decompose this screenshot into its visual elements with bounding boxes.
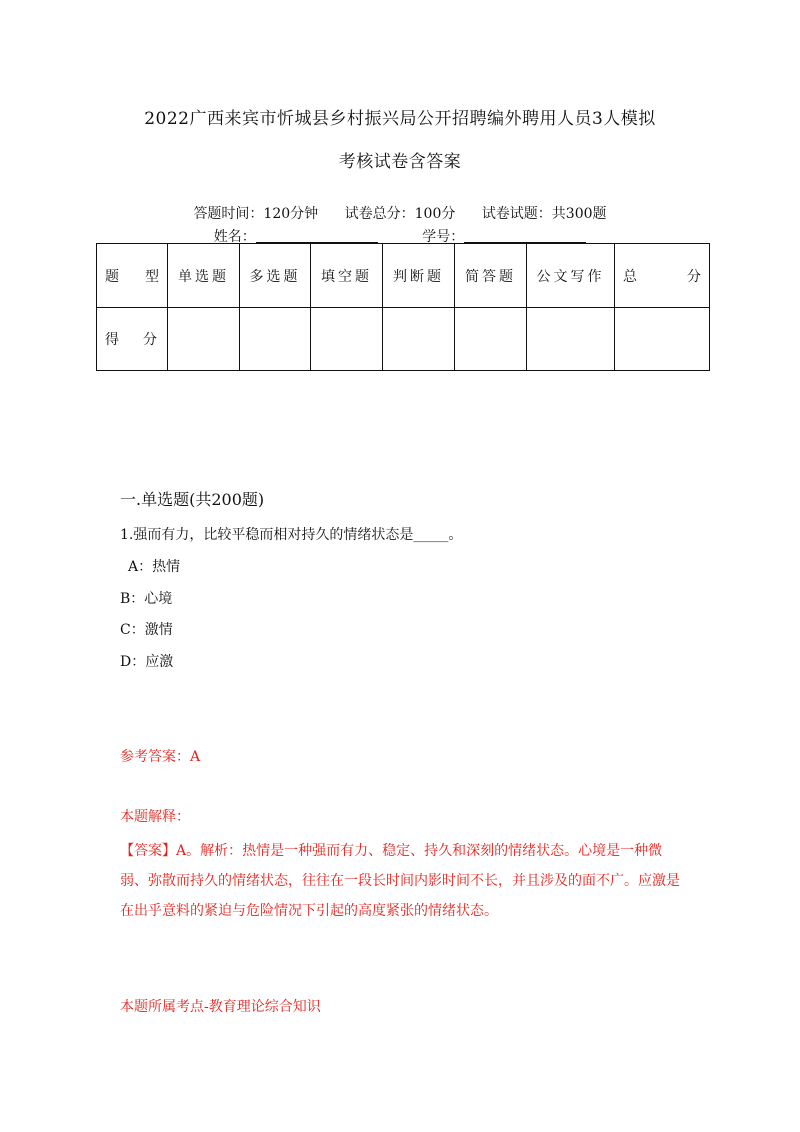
score-cell[interactable] xyxy=(311,308,383,371)
score-cell[interactable] xyxy=(383,308,455,371)
row-label-question-type: 题 型 xyxy=(97,244,168,308)
option-b: B：心境 xyxy=(120,591,173,607)
document-title-line-2: 考核试卷含答案 xyxy=(338,152,462,172)
document-title-line-1: 2022广西来宾市忻城县乡村振兴局公开招聘编外聘用人员3人模拟 xyxy=(144,109,656,129)
exam-total-score: 试卷总分：100分 xyxy=(344,206,456,222)
option-c: C：激情 xyxy=(120,622,173,638)
exam-time: 答题时间：120分钟 xyxy=(193,206,319,222)
section-heading: 一.单选题(共200题) xyxy=(120,490,265,509)
header-short-answer: 简答题 xyxy=(455,244,527,308)
score-cell[interactable] xyxy=(455,308,527,371)
row-label-score: 得 分 xyxy=(97,308,168,371)
score-cell[interactable] xyxy=(615,308,710,371)
student-id-blank[interactable] xyxy=(464,228,586,243)
header-multiple-choice: 多选题 xyxy=(240,244,311,308)
header-total: 总 分 xyxy=(615,244,710,308)
option-a: A：热情 xyxy=(128,559,181,575)
question-stem: 1.强而有力，比较平稳而相对持久的情绪状态是_____。 xyxy=(120,527,463,543)
topic-knowledge-point: 本题所属考点-教育理论综合知识 xyxy=(120,999,321,1015)
score-table-score-row xyxy=(97,308,710,371)
header-official-writing: 公文写作 xyxy=(527,244,615,308)
header-single-choice: 单选题 xyxy=(168,244,240,308)
score-cell[interactable] xyxy=(168,308,240,371)
name-label: 姓名： xyxy=(213,229,256,245)
option-d: D：应激 xyxy=(120,654,174,670)
name-blank[interactable] xyxy=(256,228,378,243)
reference-answer: 参考答案：A xyxy=(120,749,201,765)
score-table xyxy=(96,243,710,371)
student-id-label: 学号： xyxy=(422,229,465,245)
explanation-label: 本题解释： xyxy=(120,809,190,825)
score-cell[interactable] xyxy=(527,308,615,371)
explanation-text: 【答案】A。解析：热情是一种强而有力、稳定、持久和深刻的情绪状态。心境是一种微弱、弥散而持久的情绪状态，往往在一段长时间内影时间不长，并且涉及的面不广。应激是在出乎意料的紧迫与危险情况下引起的高度紧张的情绪状态。 xyxy=(120,843,680,919)
exam-question-count: 试卷试题：共300题 xyxy=(481,206,607,222)
header-true-false: 判断题 xyxy=(383,244,455,308)
score-table-header-row xyxy=(97,244,710,308)
exam-info-line xyxy=(0,203,800,223)
header-fill-blank: 填空题 xyxy=(311,244,383,308)
score-cell[interactable] xyxy=(240,308,311,371)
